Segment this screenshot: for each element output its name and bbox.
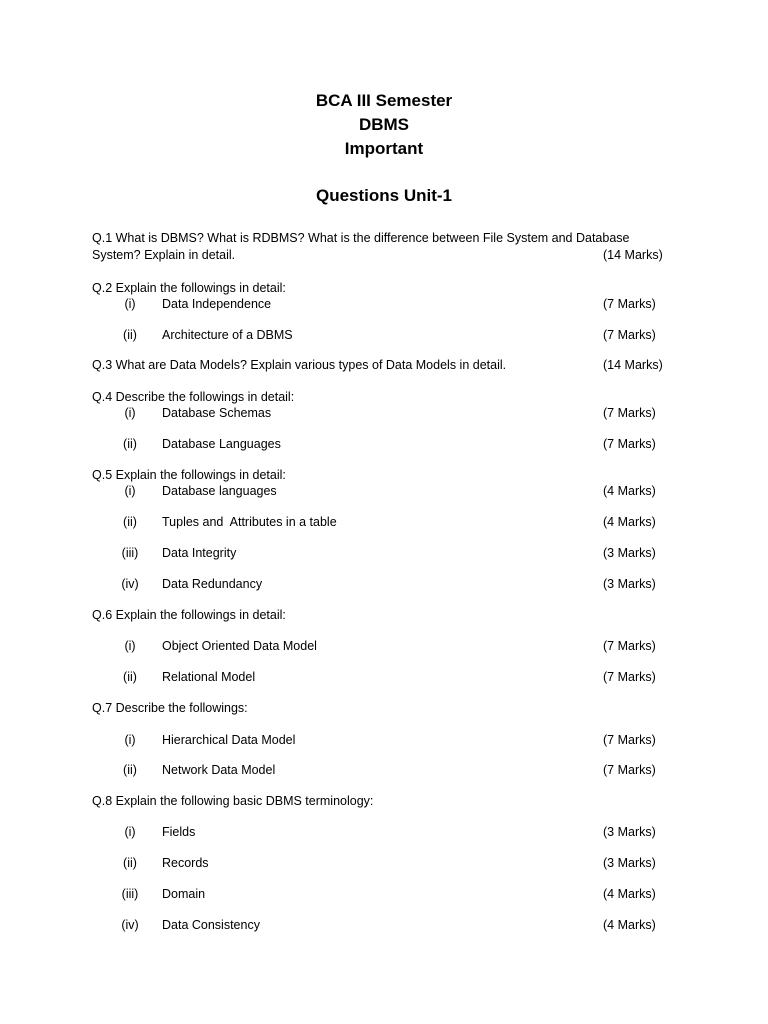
question-6-item-1-num: (i) [124, 639, 136, 653]
question-1-text-cont: System? Explain in detail. [92, 248, 236, 262]
question-5-item-2-marks: (4 Marks) [603, 515, 656, 529]
question-8-item-1: Fields [162, 825, 196, 839]
question-5-item-4-marks: (3 Marks) [603, 577, 656, 591]
course-heading: BCA III Semester [315, 91, 453, 110]
question-7-item-1-marks: (7 Marks) [603, 733, 656, 747]
question-2-item-1-marks: (7 Marks) [603, 297, 656, 311]
question-5-text: Q.5 Explain the followings in detail: [92, 468, 286, 482]
question-8-text: Q.8 Explain the following basic DBMS terminology: [92, 794, 374, 808]
question-8-item-2: Records [162, 856, 209, 870]
question-2-item-1: Data Independence [162, 297, 272, 311]
question-1-text: Q.1 What is DBMS? What is RDBMS? What is the difference between File System and Database [92, 231, 630, 245]
question-6-item-2-marks: (7 Marks) [603, 670, 656, 684]
question-7-item-1: Hierarchical Data Model [162, 733, 296, 747]
question-8-item-2-marks: (3 Marks) [603, 856, 656, 870]
question-5-item-3: Data Integrity [162, 546, 237, 560]
question-6-item-1: Object Oriented Data Model [162, 639, 317, 653]
question-8-item-3-marks: (4 Marks) [603, 887, 656, 901]
question-3-text: Q.3 What are Data Models? Explain various types of Data Models in detail. [92, 358, 507, 372]
important-heading: Important [344, 139, 424, 158]
question-5-item-1-num: (i) [124, 484, 136, 498]
subject-heading: DBMS [358, 115, 410, 134]
question-8-item-1-marks: (3 Marks) [603, 825, 656, 839]
question-4-item-1: Database Schemas [162, 406, 272, 420]
question-7-item-1-num: (i) [124, 733, 136, 747]
question-6-item-2: Relational Model [162, 670, 256, 684]
question-4-item-1-marks: (7 Marks) [603, 406, 656, 420]
question-4-text: Q.4 Describe the followings in detail: [92, 390, 295, 404]
question-7-item-2: Network Data Model [162, 763, 276, 777]
question-5-item-3-marks: (3 Marks) [603, 546, 656, 560]
question-2-text: Q.2 Explain the followings in detail: [92, 281, 286, 295]
question-5-item-1: Database languages [162, 484, 277, 498]
question-7-text: Q.7 Describe the followings: [92, 701, 248, 715]
question-6-item-2-num: (ii) [123, 670, 137, 684]
question-2-item-1-num: (i) [124, 297, 136, 311]
question-4-item-1-num: (i) [124, 406, 136, 420]
question-8-item-4-marks: (4 Marks) [603, 918, 656, 932]
question-2-item-2-num: (ii) [123, 328, 137, 342]
question-4-item-2-marks: (7 Marks) [603, 437, 656, 451]
question-8-item-4-num: (iv) [121, 918, 139, 932]
page-title: Questions Unit-1 [315, 186, 452, 205]
question-3-marks: (14 Marks) [603, 358, 663, 372]
question-5-item-2: Tuples and Attributes in a table [162, 515, 337, 529]
question-8-item-3-num: (iii) [121, 887, 139, 901]
question-7-item-2-num: (ii) [123, 763, 137, 777]
question-5-item-1-marks: (4 Marks) [603, 484, 656, 498]
question-5-item-4-num: (iv) [121, 577, 139, 591]
question-5-item-2-num: (ii) [123, 515, 137, 529]
question-2-item-2: Architecture of a DBMS [162, 328, 293, 342]
question-6-text: Q.6 Explain the followings in detail: [92, 608, 286, 622]
question-8-item-1-num: (i) [124, 825, 136, 839]
question-4-item-2: Database Languages [162, 437, 281, 451]
question-7-item-2-marks: (7 Marks) [603, 763, 656, 777]
question-8-item-3: Domain [162, 887, 206, 901]
question-5-item-4: Data Redundancy [162, 577, 263, 591]
question-1-marks: (14 Marks) [603, 248, 663, 262]
question-8-item-2-num: (ii) [123, 856, 137, 870]
question-6-item-1-marks: (7 Marks) [603, 639, 656, 653]
question-4-item-2-num: (ii) [123, 437, 137, 451]
question-8-item-4: Data Consistency [162, 918, 260, 932]
question-5-item-3-num: (iii) [121, 546, 139, 560]
question-2-item-2-marks: (7 Marks) [603, 328, 656, 342]
